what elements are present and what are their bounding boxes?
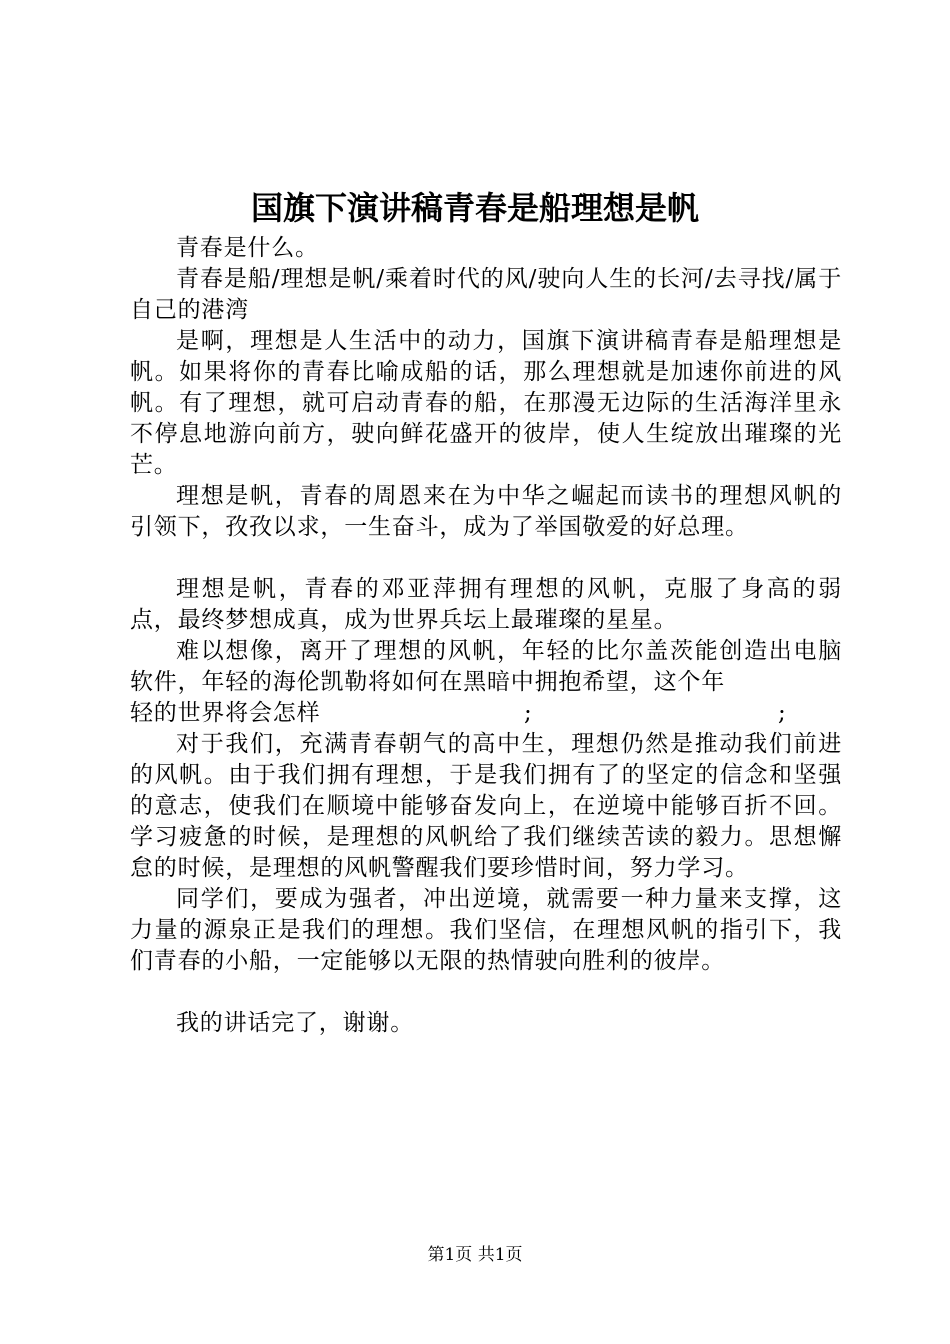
paragraph-7: 对于我们，充满青春朝气的高中生，理想仍然是推动我们前进的风帆。由于我们拥有理想，于是我们拥有了的坚定的信念和坚强的意志，使我们在顺境中能够奋发向上，在逆境中能够百折不回。学习疲惫的时候，是理想的风帆给了我们继续苦读的毅力。思想懈怠的时候，是理想的风帆警醒我们要珍惜时间，努力学习。 xyxy=(130,731,842,881)
semicolon-mark: ; xyxy=(524,700,533,726)
paragraph-1: 青春是什么。 xyxy=(176,235,319,261)
blank-line xyxy=(130,977,842,1008)
paragraph-4: 理想是帆，青春的周恩来在为中华之崛起而读书的理想风帆的引领下，孜孜以求，一生奋斗，成为了举国敬爱的好总理。 xyxy=(130,483,842,540)
page-footer: 第1页 共1页 xyxy=(427,1245,523,1265)
document-body xyxy=(130,233,842,1039)
blank-line xyxy=(130,543,842,574)
paragraph-6-last-line xyxy=(130,698,842,729)
semicolon-mark: ; xyxy=(778,700,787,726)
paragraph-3: 是啊，理想是人生活中的动力，国旗下演讲稿青春是船理想是帆。如果将你的青春比喻成船的话，那么理想就是加速你前进的风帆。有了理想，就可启动青春的船，在那漫无边际的生活海洋里永不停息地游向前方，驶向鲜花盛开的彼岸，使人生绽放出璀璨的光芒。 xyxy=(130,328,842,478)
paragraph-9: 我的讲话完了，谢谢。 xyxy=(176,1010,414,1036)
paragraph-5: 理想是帆，青春的邓亚萍拥有理想的风帆，克服了身高的弱点，最终梦想成真，成为世界兵坛上最璀璨的星星。 xyxy=(130,576,842,633)
paragraph-6: 难以想像，离开了理想的风帆，年轻的比尔盖茨能创造出电脑软件，年轻的海伦凯勒将如何在黑暗中拥抱希望，这个年 xyxy=(130,638,842,695)
page-title: 国旗下演讲稿青春是船理想是帆 xyxy=(250,189,699,227)
paragraph-8: 同学们，要成为强者，冲出逆境，就需要一种力量来支撑，这力量的源泉正是我们的理想。我们坚信，在理想风帆的指引下，我们青春的小船，一定能够以无限的热情驶向胜利的彼岸。 xyxy=(130,886,842,974)
paragraph-2: 青春是船/理想是帆/乘着时代的风/驶向人生的长河/去寻找/属于自己的港湾 xyxy=(130,266,842,323)
paragraph-6-tail-text: 轻的世界将会怎样 xyxy=(130,700,321,726)
